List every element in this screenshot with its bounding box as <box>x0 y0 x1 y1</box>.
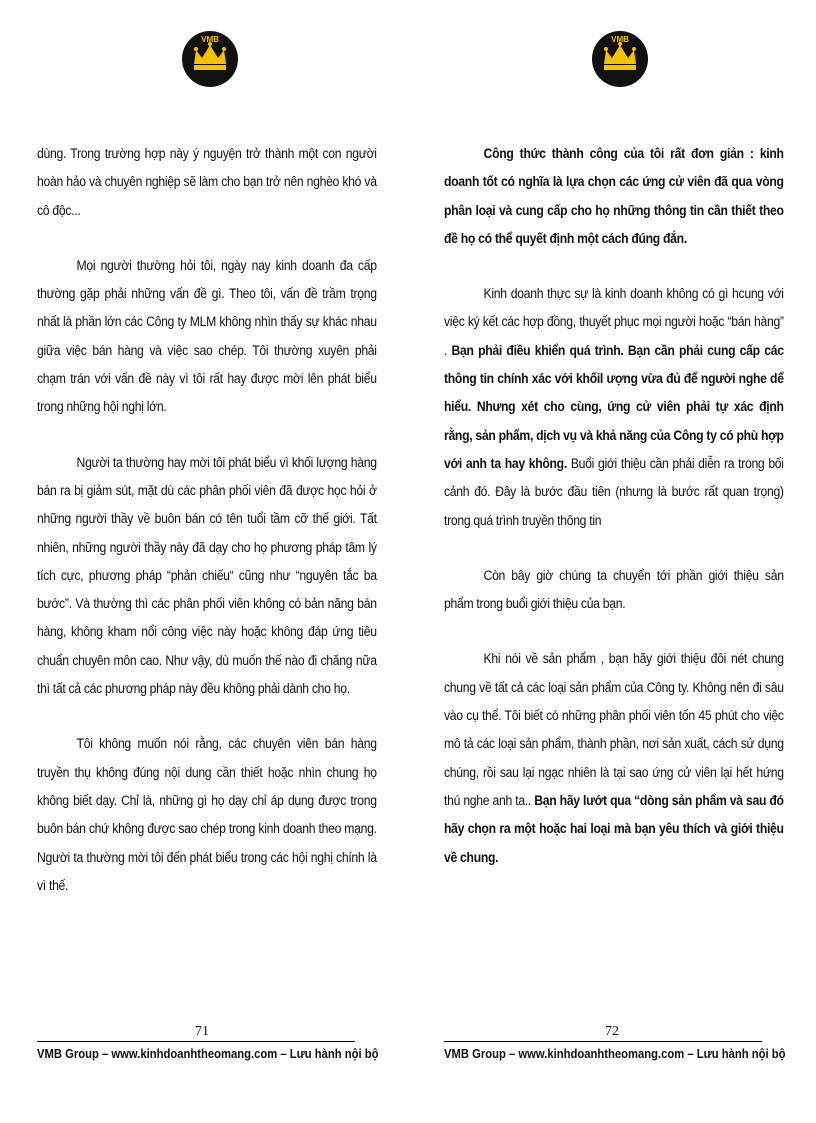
paragraph: Mọi người thường hỏi tôi, ngày nay kinh doanh đa cấp thường gặp phải những vấn đề gì. Theo tôi, vấn đề trầm trọng nhất là phần lớn các Công ty MLM không nhìn thấy sự khác nhau giữa việc bán hàng và việc sao chép. Tôi thường xuyên phải chạm trán với vấn đề này vì tôi rất hay được mời lên phát biểu trong những hội nghị lớn. <box>37 257 377 416</box>
paragraph: Còn bây giờ chúng ta chuyển tới phần giới thiệu sản phẩm trong buổi giới thiệu của bạn. <box>444 567 784 613</box>
paragraph: Công thức thành công của tôi rất đơn giản : kinh doanh tốt có nghĩa là lựa chọn các ứng cử viên đã qua vòng phân loại và cung cấp cho họ những thông tin cần thiết theo đề họ có thể quyết định một cách đúng đắn. <box>444 146 784 247</box>
paragraph: Người ta thường hay mời tôi phát biểu vì khối lượng hàng bán ra bị giảm sút, mặt dù các phân phối viên đã được học hỏi ở những người thầy về buôn bán có tên tuổi tầm cỡ thế giới. Tất nhiên, những người thầy này đã dạy cho họ phương pháp tâm lý tích cực, phương pháp “phản chiếu“ cũng như “nguyên tắc ba bước”. Và thường thì các phân phối viên không có bản năng bán hàng, không kham nổi công việc này hoặc không đáp ứng tiêu chuẩn chuyên môn cao. Như vậy, dù muốn thế nào đi chăng nữa thì tất cả các phương pháp này đều không phải dành cho họ. <box>37 454 377 698</box>
right-page <box>408 0 816 1123</box>
paragraph-bold-text: Bạn phải điều khiển quá trình. Bạn cần phải cung cấp các thông tin chính xác với khốil ượng vừa đủ để người nghe dể hiểu. Nhưng xét cho cùng, ứng cử viên phải tự xác định rằng, sản phẩm, dịch vụ và khả năng của Công ty có phù hợp với anh ta hay không. <box>444 342 784 472</box>
page-number: 71 <box>195 1024 209 1039</box>
footer-divider <box>444 1041 762 1042</box>
paragraph: dùng. Trong trường hợp này ý nguyện trở thành một con người hoàn hảo và chuyên nghiệp sẽ làm cho bạn trở nên nghèo khó và cô độc... <box>37 146 377 219</box>
footer-divider <box>37 1041 355 1042</box>
footer-text: VMB Group – www.kinhdoanhtheomang.com – Lưu hành nội bộ <box>37 1047 379 1061</box>
paragraph-bold-text: Bạn hãy lướt qua “dòng sản phẩm và sau đó hãy chọn ra một hoặc hai loại mà bạn yêu thích và giới thiệu về chung. <box>444 792 784 866</box>
paragraph: Tôi không muốn nói rằng, các chuyên viên bán hàng truyền thụ không đúng nội dung cần thiết hoặc nhìn chung họ không biết dạy. Chỉ là, những gì họ dạy chỉ áp dụng được trong buôn bán chứ không được sao chép trong kinh doanh theo mạng. Người ta thường mời tôi đến phát biểu trong các hội nghị chính là vì thế. <box>37 736 377 894</box>
left-text-column <box>37 140 377 927</box>
paragraph-text: Khi nói về sản phẩm , bạn hãy giới thiệu đôi nét chung chung về tất cả các loại sản phẩm của Công ty. Không nên đi sâu vào cụ thể. Tôi biết có những phân phối viên tốn 45 phút cho việc mô tả các loại sản phẩm, thành phần, nơi sản xuất, cách sử dụng chúng, rồi sau lại ngạc nhiên là tại sao ứng cử viên lại hết hứng thú nghe anh ta.. <box>444 651 784 809</box>
logo-text: VMB <box>201 35 219 44</box>
logo-text: VMB <box>611 35 629 44</box>
paragraph <box>444 280 784 535</box>
vmb-logo <box>591 30 649 88</box>
paragraph-text: Buổi giới thiệu cần phải diễn ra trong bối cảnh đó. Đây là bước đầu tiên (nhưng là bước rất quan trọng) trong quá trình truyền thông tin <box>444 455 784 529</box>
page-number: 72 <box>605 1024 619 1039</box>
footer-text: VMB Group – www.kinhdoanhtheomang.com – Lưu hành nội bộ <box>444 1047 786 1061</box>
vmb-logo <box>181 30 239 88</box>
paragraph <box>444 645 784 871</box>
right-text-column <box>444 140 784 899</box>
paragraph-text: Kinh doanh thực sự là kinh doanh không có gì hcung với việc ký kết các hợp đồng, thuyết phục mọi người hoặc “bán hàng” . <box>444 286 784 359</box>
